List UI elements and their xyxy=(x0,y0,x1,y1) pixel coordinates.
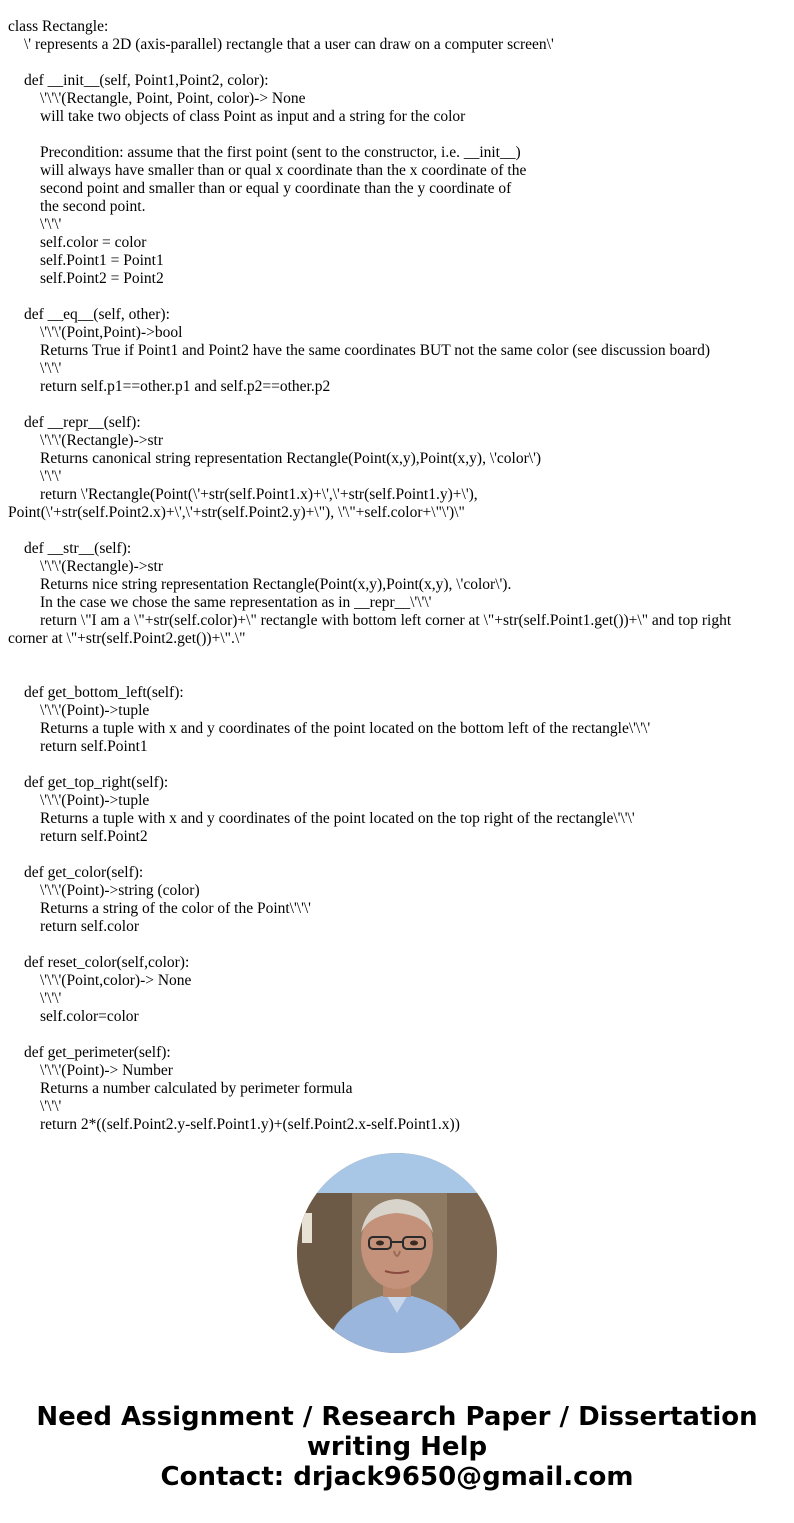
code-line: Point(\'+str(self.Point2.x)+\',\'+str(self.Point2.y)+\"), \'\"+self.color+\"\')\" xyxy=(8,504,465,521)
code-line: \'\'\' xyxy=(40,990,62,1007)
code-line: \'\'\' xyxy=(40,216,62,233)
code-line: return 2*((self.Point2.y-self.Point1.y)+(self.Point2.x-self.Point1.x)) xyxy=(40,1116,460,1133)
author-photo xyxy=(297,1153,497,1353)
code-line: \'\'\' xyxy=(40,1098,62,1115)
code-line: Returns True if Point1 and Point2 have the same coordinates BUT not the same color (see discussion board) xyxy=(40,342,710,359)
code-line: def get_perimeter(self): xyxy=(24,1044,171,1061)
code-line: self.color=color xyxy=(40,1008,139,1025)
code-line: Returns nice string representation Rectangle(Point(x,y),Point(x,y), \'color\'). xyxy=(40,576,512,593)
code-line xyxy=(8,396,786,414)
code-line xyxy=(8,936,786,954)
code-line: \'\'\'(Rectangle)->str xyxy=(40,558,163,575)
code-line: self.Point2 = Point2 xyxy=(40,270,164,287)
code-line: Returns a tuple with x and y coordinates of the point located on the top right of the rectangle\'\'\' xyxy=(40,810,635,827)
footer-contact: Contact: drjack9650@gmail.com xyxy=(160,1462,634,1492)
code-line: return \'Rectangle(Point(\'+str(self.Point1.x)+\',\'+str(self.Point1.y)+\'), xyxy=(40,486,478,503)
code-line: Precondition: assume that the first point (sent to the constructor, i.e. __init__) xyxy=(40,144,521,161)
code-line: Returns a string of the color of the Point\'\'\' xyxy=(40,900,311,917)
code-line: \'\'\'(Point,Point)->bool xyxy=(40,324,183,341)
code-line: \'\'\' xyxy=(40,360,62,377)
code-line: In the case we chose the same representation as in __repr__\'\'\' xyxy=(40,594,432,611)
code-line xyxy=(8,1026,786,1044)
code-line xyxy=(8,846,786,864)
code-line xyxy=(8,126,786,144)
code-line: return self.color xyxy=(40,918,139,935)
code-line: \'\'\'(Rectangle)->str xyxy=(40,432,163,449)
code-line: self.Point1 = Point1 xyxy=(40,252,164,269)
code-line: \'\'\'(Point)-> Number xyxy=(40,1062,173,1079)
code-line xyxy=(8,288,786,306)
code-line: self.color = color xyxy=(40,234,147,251)
code-line: Returns a tuple with x and y coordinates of the point located on the bottom left of the rectangle\'\'\' xyxy=(40,720,651,737)
code-line: def __str__(self): xyxy=(24,540,132,557)
code-line: Returns canonical string representation Rectangle(Point(x,y),Point(x,y), \'color\') xyxy=(40,450,542,467)
code-line: return self.p1==other.p1 and self.p2==other.p2 xyxy=(40,378,331,395)
code-line xyxy=(8,54,786,72)
code-line: class Rectangle: xyxy=(8,18,109,35)
code-line: return \"I am a \"+str(self.color)+\" rectangle with bottom left corner at \"+str(self.Point1.get())+\" and top right xyxy=(40,612,732,629)
code-line: will take two objects of class Point as input and a string for the color xyxy=(40,108,466,125)
code-line: \'\'\'(Point)->tuple xyxy=(40,792,150,809)
code-line: the second point. xyxy=(40,198,146,215)
code-line: \' represents a 2D (axis-parallel) rectangle that a user can draw on a computer screen\' xyxy=(24,36,554,53)
code-line: def __repr__(self): xyxy=(24,414,141,431)
code-line: \'\'\'(Point)->string (color) xyxy=(40,882,200,899)
code-line: Returns a number calculated by perimeter formula xyxy=(40,1080,353,1097)
code-line: \'\'\' xyxy=(40,468,62,485)
code-line: def get_bottom_left(self): xyxy=(24,684,184,701)
code-line: def get_top_right(self): xyxy=(24,774,169,791)
code-line xyxy=(8,522,786,540)
code-line: corner at \"+str(self.Point2.get())+\".\" xyxy=(8,630,246,647)
footer-line-2: writing Help xyxy=(306,1432,488,1462)
code-line: \'\'\'(Point,color)-> None xyxy=(40,972,192,989)
code-line: return self.Point2 xyxy=(40,828,148,845)
code-line xyxy=(8,648,786,666)
code-line xyxy=(8,666,786,684)
code-line: def get_color(self): xyxy=(24,864,144,881)
portrait-image xyxy=(297,1153,497,1353)
code-line: def __eq__(self, other): xyxy=(24,306,170,323)
code-line: will always have smaller than or qual x coordinate than the x coordinate of the xyxy=(40,162,527,179)
code-document xyxy=(8,18,786,1134)
code-line: \'\'\'(Point)->tuple xyxy=(40,702,150,719)
code-line: def reset_color(self,color): xyxy=(24,954,190,971)
code-line xyxy=(8,756,786,774)
footer-line-1: Need Assignment / Research Paper / Dissertation xyxy=(36,1402,758,1432)
code-line: \'\'\'(Rectangle, Point, Point, color)-> None xyxy=(40,90,306,107)
code-line: second point and smaller than or equal y coordinate than the y coordinate of xyxy=(40,180,512,197)
promo-footer xyxy=(0,1402,794,1492)
code-line: return self.Point1 xyxy=(40,738,148,755)
code-line: def __init__(self, Point1,Point2, color): xyxy=(24,72,269,89)
